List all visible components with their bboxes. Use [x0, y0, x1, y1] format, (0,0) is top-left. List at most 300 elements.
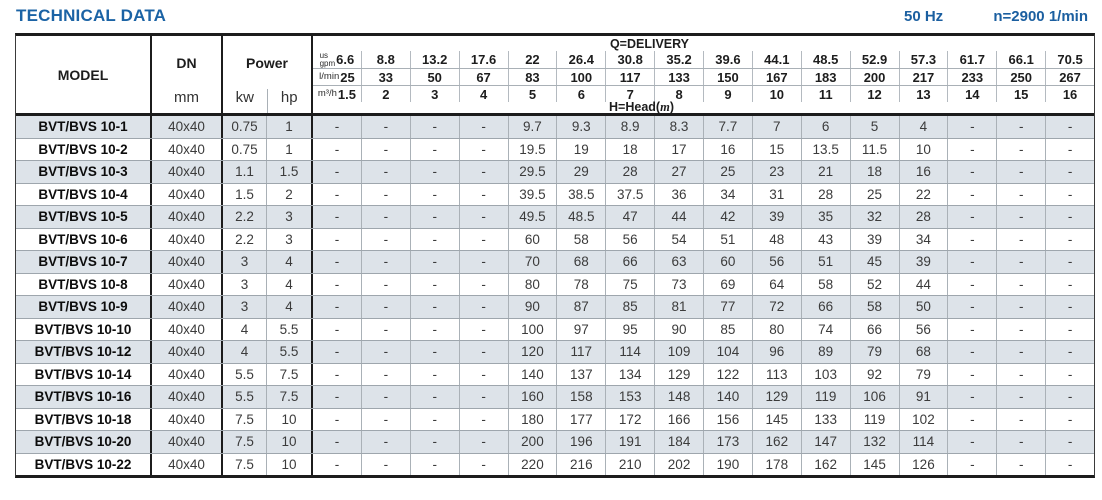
head-value-cell: 129	[752, 386, 801, 408]
head-value-cell: -	[996, 341, 1045, 363]
unit-value: 11	[818, 86, 833, 102]
unit-value: 200	[863, 69, 886, 85]
head-value-cell: 87	[556, 296, 605, 318]
head-value-cell: -	[410, 251, 459, 273]
delivery-title-row	[313, 36, 1094, 51]
head-value-cell: -	[947, 161, 996, 183]
head-value-cell: -	[361, 116, 410, 138]
head-value-cell: 104	[703, 341, 752, 363]
head-value-cell: 106	[850, 386, 899, 408]
head-value-cell: 66	[605, 251, 654, 273]
unit-value: 33	[378, 69, 394, 85]
unit-value: 8	[675, 86, 683, 102]
head-value-cell: -	[996, 454, 1045, 476]
head-value-cell: 28	[801, 184, 850, 206]
head-value-cell: 120	[508, 341, 557, 363]
head-value-cell: 4	[899, 116, 948, 138]
head-value-cell: 72	[752, 296, 801, 318]
head-value-cell: 96	[752, 341, 801, 363]
head-value-cell: 7	[752, 116, 801, 138]
table-row	[16, 228, 1094, 251]
head-value-cell: -	[947, 139, 996, 161]
head-value-cell: 56	[899, 319, 948, 341]
head-value-cell: -	[361, 251, 410, 273]
unit-value-cell	[605, 51, 654, 68]
delivery-title: Q=DELIVERY	[609, 36, 690, 51]
head-value-cell: 97	[556, 319, 605, 341]
head-value-cell: 89	[801, 341, 850, 363]
unit-value: 35.2	[666, 52, 692, 67]
unit-value: 57.3	[910, 52, 937, 67]
head-value-cell: 103	[801, 364, 850, 386]
kw-cell: 2.2	[223, 229, 267, 251]
hp-cell: 10	[267, 409, 313, 431]
table-row	[16, 273, 1094, 296]
model-cell: BVT/BVS 10-7	[16, 251, 152, 273]
kw-cell: 7.5	[223, 409, 267, 431]
head-value-cell: -	[410, 116, 459, 138]
head-value-cell: 80	[508, 274, 557, 296]
head-value-cell: 39	[850, 229, 899, 251]
unit-value: 15	[1013, 86, 1029, 102]
head-value-cell: 140	[703, 386, 752, 408]
head-value-cell: 216	[556, 454, 605, 476]
head-value-cell: 42	[703, 206, 752, 228]
unit-value: 13.2	[422, 52, 448, 67]
dn-cell: 40x40	[152, 409, 223, 431]
head-value-cell: 29	[556, 161, 605, 183]
head-value-cell: -	[459, 296, 508, 318]
head-value-cell: 36	[654, 184, 703, 206]
head-value-cell: 56	[752, 251, 801, 273]
head-value-cell: 51	[703, 229, 752, 251]
hp-cell: 10	[267, 431, 313, 453]
head-value-cell: 25	[850, 184, 899, 206]
unit-value-cell	[605, 69, 654, 85]
head-value-cell: 153	[605, 386, 654, 408]
head-value-cell: 22	[899, 184, 948, 206]
unit-value-cell	[556, 69, 605, 85]
table-row	[16, 430, 1094, 453]
unit-value: 217	[912, 69, 935, 85]
table-row	[16, 340, 1094, 363]
kw-cell: 5.5	[223, 364, 267, 386]
head-value-cell: 126	[899, 454, 948, 476]
kw-cell: 7.5	[223, 454, 267, 476]
head-value-cell: 8.3	[654, 116, 703, 138]
head-value-cell: -	[947, 296, 996, 318]
head-value-cell: 44	[654, 206, 703, 228]
unit-value-cell	[313, 86, 361, 102]
speed-label: n=2900 1/min	[993, 8, 1088, 25]
unit-value: 117	[619, 69, 641, 85]
head-value-cell: 90	[654, 319, 703, 341]
model-cell: BVT/BVS 10-4	[16, 184, 152, 206]
model-cell: BVT/BVS 10-16	[16, 386, 152, 408]
unit-value-cell	[996, 86, 1045, 102]
head-value-cell: 137	[556, 364, 605, 386]
frequency-label: 50 Hz	[904, 8, 944, 25]
head-value-cell: -	[996, 206, 1045, 228]
column-header-power	[223, 36, 313, 113]
head-value-cell: -	[947, 206, 996, 228]
head-value-cell: 113	[752, 364, 801, 386]
table-row	[16, 318, 1094, 341]
head-value-cell: -	[334, 231, 340, 247]
head-value-cell: 75	[605, 274, 654, 296]
head-value-cell: 48.5	[556, 206, 605, 228]
head-value-cell: -	[996, 139, 1045, 161]
head-value-cell: -	[334, 276, 340, 292]
head-value-cell: 38.5	[556, 184, 605, 206]
head-value-cell: -	[1045, 386, 1094, 408]
model-cell: BVT/BVS 10-14	[16, 364, 152, 386]
hp-cell: 5.5	[267, 341, 313, 363]
head-value-cell: 66	[801, 296, 850, 318]
head-value-cell: -	[996, 431, 1045, 453]
unit-value: 16	[1062, 86, 1078, 102]
head-value-cell: -	[459, 251, 508, 273]
head-value-cell: -	[459, 386, 508, 408]
head-value-cell: -	[459, 229, 508, 251]
hp-cell: 3	[267, 206, 313, 228]
unit-value: 133	[668, 69, 690, 85]
head-value-cell: 109	[654, 341, 703, 363]
dn-cell: 40x40	[152, 229, 223, 251]
head-value-cell: 77	[703, 296, 752, 318]
dn-label: DN	[176, 54, 197, 71]
hp-cell: 1	[267, 116, 313, 138]
head-value-cell: -	[334, 141, 340, 157]
head-value-cell: -	[334, 119, 340, 135]
unit-value: 183	[814, 69, 837, 85]
head-value-cell: 220	[508, 454, 557, 476]
unit-value-cell	[1045, 86, 1094, 102]
unit-value: 44.1	[764, 52, 790, 67]
head-value-cell: -	[459, 139, 508, 161]
unit-value: 7	[626, 86, 634, 102]
head-value-cell: 132	[850, 431, 899, 453]
unit-value-cell	[752, 69, 801, 85]
head-value-cell: -	[996, 274, 1045, 296]
head-value-cell: 7.7	[703, 116, 752, 138]
unit-value-cell	[801, 69, 850, 85]
head-value-cell: -	[334, 389, 340, 405]
hp-cell: 7.5	[267, 364, 313, 386]
model-cell: BVT/BVS 10-10	[16, 319, 152, 341]
unit-value-cell	[752, 86, 801, 102]
table-row	[16, 295, 1094, 318]
head-value-cell: 74	[801, 319, 850, 341]
unit-value-cell	[508, 51, 557, 68]
head-value-cell: -	[410, 431, 459, 453]
hp-cell: 4	[267, 296, 313, 318]
head-value-cell: -	[947, 251, 996, 273]
head-value-cell: 10	[899, 139, 948, 161]
dn-cell: 40x40	[152, 251, 223, 273]
head-value-cell: -	[1045, 229, 1094, 251]
head-value-cell: -	[947, 319, 996, 341]
head-value-cell: -	[334, 344, 340, 360]
head-value-cell: -	[410, 184, 459, 206]
unit-row	[313, 85, 1094, 102]
head-value-cell: 148	[654, 386, 703, 408]
head-value-cell: 69	[703, 274, 752, 296]
head-value-cell: 23	[752, 161, 801, 183]
head-value-cell: -	[361, 139, 410, 161]
unit-value: 233	[961, 69, 984, 85]
head-value-cell: 79	[899, 364, 948, 386]
unit-value: 12	[867, 86, 882, 102]
head-value-cell: 44	[899, 274, 948, 296]
head-value-cell: -	[459, 431, 508, 453]
unit-value-cell	[410, 86, 459, 102]
head-value-cell: 18	[605, 139, 654, 161]
kw-cell: 4	[223, 319, 267, 341]
table-row	[16, 183, 1094, 206]
unit-value: 39.6	[715, 52, 741, 67]
unit-row	[313, 68, 1094, 85]
head-value-cell: 9.7	[508, 116, 557, 138]
unit-value: 14	[965, 86, 980, 102]
head-value-cell: -	[996, 229, 1045, 251]
kw-cell: 1.5	[223, 184, 267, 206]
unit-value-cell	[556, 86, 605, 102]
unit-value-cell	[361, 86, 410, 102]
unit-value-cell	[899, 69, 948, 85]
unit-value-cell	[899, 86, 948, 102]
delivery-unit-rows	[313, 51, 1094, 102]
unit-value-cell	[654, 69, 703, 85]
head-value-cell: 122	[703, 364, 752, 386]
unit-value: 267	[1059, 69, 1081, 85]
unit-value: 1.5	[337, 86, 356, 102]
head-value-cell: -	[334, 254, 340, 270]
table-row	[16, 408, 1094, 431]
unit-value: 70.5	[1057, 52, 1083, 67]
head-value-cell: -	[334, 456, 340, 472]
model-cell: BVT/BVS 10-18	[16, 409, 152, 431]
unit-value-cell	[313, 69, 361, 85]
unit-value-cell	[410, 51, 459, 68]
unit-value-cell	[703, 86, 752, 102]
unit-value-cell	[703, 51, 752, 68]
table-body	[16, 116, 1094, 475]
head-value-cell: -	[410, 341, 459, 363]
kw-cell: 3	[223, 274, 267, 296]
head-value-cell: 191	[605, 431, 654, 453]
head-value-cell: -	[361, 206, 410, 228]
kw-cell: 3	[223, 251, 267, 273]
table-row	[16, 160, 1094, 183]
head-value-cell: 162	[752, 431, 801, 453]
unit-value-cell	[850, 86, 899, 102]
head-value-cell: 156	[703, 409, 752, 431]
head-value-cell: 34	[899, 229, 948, 251]
head-value-cell: -	[1045, 454, 1094, 476]
head-value-cell: -	[410, 319, 459, 341]
hp-cell: 3	[267, 229, 313, 251]
unit-value-cell	[1045, 51, 1094, 68]
unit-value: 3	[431, 86, 439, 102]
head-value-cell: -	[410, 386, 459, 408]
head-value-cell: 8.9	[605, 116, 654, 138]
head-value-cell: -	[459, 206, 508, 228]
head-value-cell: 47	[605, 206, 654, 228]
head-value-cell: -	[410, 274, 459, 296]
unit-value-cell	[899, 51, 948, 68]
hp-cell: 7.5	[267, 386, 313, 408]
hp-cell: 4	[267, 274, 313, 296]
head-value-cell: -	[996, 364, 1045, 386]
head-value-cell: 202	[654, 454, 703, 476]
unit-value-cell	[996, 69, 1045, 85]
unit-value: 22	[525, 52, 540, 67]
kw-cell: 7.5	[223, 431, 267, 453]
unit-value-cell	[850, 51, 899, 68]
head-value-cell: 58	[801, 274, 850, 296]
unit-value: 4	[479, 86, 488, 102]
head-value-cell: 95	[605, 319, 654, 341]
unit-value-cell	[508, 69, 557, 85]
unit-value: 66.1	[1008, 52, 1034, 67]
unit-value-cell	[752, 51, 801, 68]
head-value-cell: 210	[605, 454, 654, 476]
head-value-cell: -	[361, 431, 410, 453]
head-value-cell: -	[1045, 431, 1094, 453]
head-value-cell: 39	[899, 251, 948, 273]
dn-unit-label: mm	[174, 89, 199, 106]
head-value-cell: 19.5	[508, 139, 557, 161]
head-value-cell: 180	[508, 409, 557, 431]
model-cell: BVT/BVS 10-9	[16, 296, 152, 318]
head-value-cell: -	[459, 319, 508, 341]
head-value-cell: -	[361, 454, 410, 476]
head-value-cell: 60	[703, 251, 752, 273]
head-value-cell: 66	[850, 319, 899, 341]
head-value-cell: 43	[801, 229, 850, 251]
head-value-cell: 73	[654, 274, 703, 296]
dn-cell: 40x40	[152, 206, 223, 228]
head-value-cell: -	[459, 161, 508, 183]
head-value-cell: -	[459, 341, 508, 363]
unit-value-cell	[850, 69, 899, 85]
head-value-cell: -	[947, 341, 996, 363]
head-value-cell: 34	[703, 184, 752, 206]
kw-cell: 3	[223, 296, 267, 318]
table-row	[16, 385, 1094, 408]
dn-cell: 40x40	[152, 319, 223, 341]
unit-label: us gpm	[319, 51, 336, 68]
page-title: TECHNICAL DATA	[16, 6, 167, 25]
head-value-cell: 92	[850, 364, 899, 386]
hp-cell: 10	[267, 454, 313, 476]
head-value-cell: -	[410, 206, 459, 228]
head-value-cell: 64	[752, 274, 801, 296]
head-value-cell: -	[947, 229, 996, 251]
unit-value-cell	[410, 69, 459, 85]
head-value-cell: 184	[654, 431, 703, 453]
head-value-cell: 58	[850, 296, 899, 318]
head-value-cell: 19	[556, 139, 605, 161]
head-value-cell: 145	[850, 454, 899, 476]
table-row	[16, 116, 1094, 138]
unit-label: l/min	[319, 71, 340, 83]
head-value-cell: -	[947, 184, 996, 206]
table-row	[16, 363, 1094, 386]
head-value-cell: -	[334, 186, 340, 202]
model-cell: BVT/BVS 10-12	[16, 341, 152, 363]
unit-value-cell	[801, 86, 850, 102]
head-title: H=Head(m)	[609, 100, 674, 114]
head-value-cell: -	[410, 454, 459, 476]
head-value-cell: -	[361, 386, 410, 408]
head-value-cell: -	[1045, 251, 1094, 273]
head-value-cell: 196	[556, 431, 605, 453]
head-value-cell: 114	[605, 341, 654, 363]
head-value-cell: 11.5	[850, 139, 899, 161]
frequency-speed-labels	[904, 8, 1088, 25]
head-value-cell: 158	[556, 386, 605, 408]
model-cell: BVT/BVS 10-1	[16, 116, 152, 138]
head-value-cell: 90	[508, 296, 557, 318]
dn-cell: 40x40	[152, 116, 223, 138]
unit-value: 8.8	[376, 52, 395, 67]
head-value-cell: 68	[899, 341, 948, 363]
unit-value-cell	[361, 69, 410, 85]
head-value-cell: -	[996, 251, 1045, 273]
head-value-cell: 28	[605, 161, 654, 183]
unit-value-cell	[947, 69, 996, 85]
head-value-cell: 70	[508, 251, 557, 273]
head-value-cell: 200	[508, 431, 557, 453]
head-value-cell: -	[1045, 161, 1094, 183]
head-value-cell: -	[334, 321, 340, 337]
head-value-cell: -	[410, 409, 459, 431]
head-value-cell: -	[947, 409, 996, 431]
head-value-cell: -	[459, 364, 508, 386]
head-value-cell: -	[947, 364, 996, 386]
model-cell: BVT/BVS 10-3	[16, 161, 152, 183]
head-value-cell: 56	[605, 229, 654, 251]
head-value-cell: 79	[850, 341, 899, 363]
head-value-cell: -	[334, 209, 340, 225]
head-value-cell: -	[1045, 341, 1094, 363]
hp-cell: 2	[267, 184, 313, 206]
head-value-cell: -	[361, 341, 410, 363]
unit-value: 25	[340, 69, 355, 85]
head-value-cell: 140	[508, 364, 557, 386]
table-row	[16, 138, 1094, 161]
hp-cell: 1.5	[267, 161, 313, 183]
dn-cell: 40x40	[152, 161, 223, 183]
head-value-cell: -	[947, 386, 996, 408]
dn-cell: 40x40	[152, 431, 223, 453]
head-value-cell: 78	[556, 274, 605, 296]
dn-cell: 40x40	[152, 386, 223, 408]
head-value-cell: 63	[654, 251, 703, 273]
head-value-cell: 31	[752, 184, 801, 206]
head-value-cell: -	[459, 184, 508, 206]
head-value-cell: 27	[654, 161, 703, 183]
head-value-cell: 173	[703, 431, 752, 453]
head-value-cell: 29.5	[508, 161, 557, 183]
head-value-cell: -	[361, 274, 410, 296]
unit-value: 6	[577, 86, 585, 102]
table-row	[16, 453, 1094, 476]
head-value-cell: 45	[850, 251, 899, 273]
head-value-cell: -	[1045, 206, 1094, 228]
